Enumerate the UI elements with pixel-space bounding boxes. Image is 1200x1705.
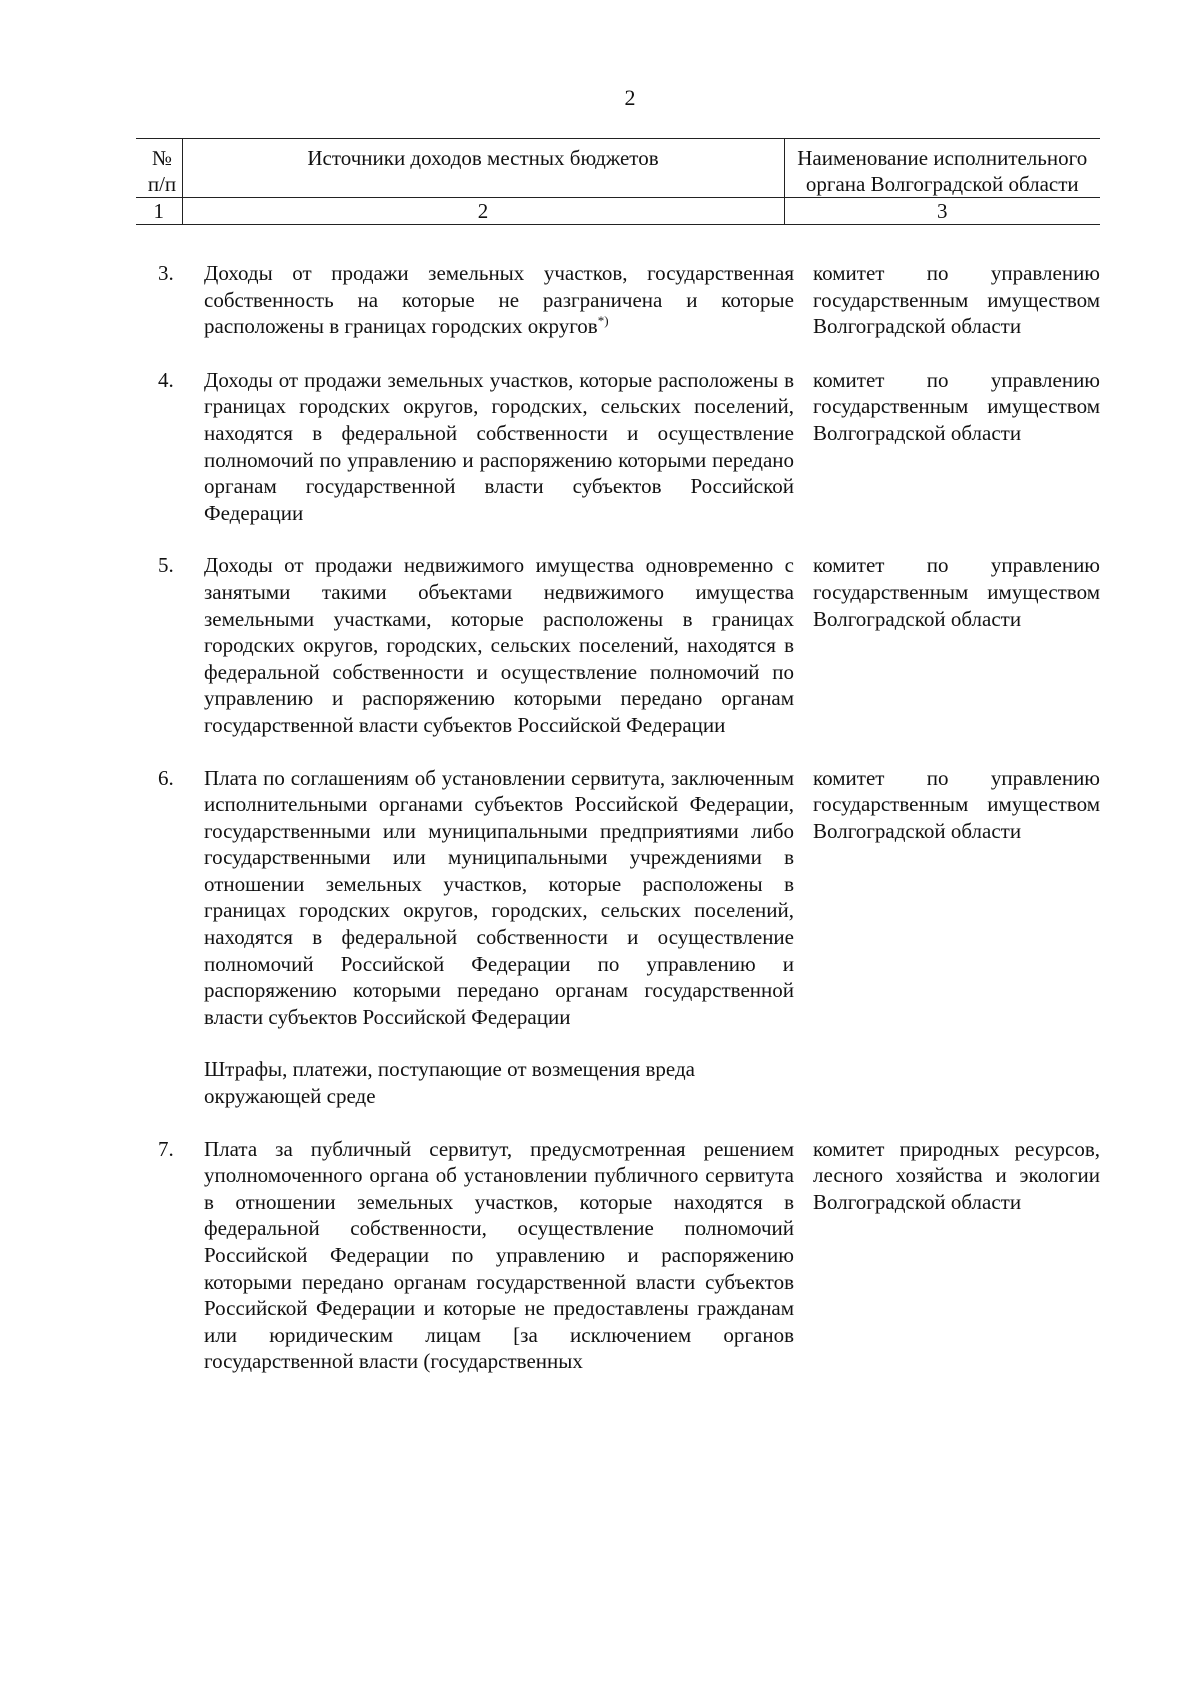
table-row (136, 552, 1100, 738)
column-number-3: 3 (784, 198, 1100, 225)
income-source: Доходы от продажи недвижимого имущества одновременно с занятыми такими объектами недвижимого имущества земельными участками, которые расположены в границах городских округов, городских, сельских поселений, находятся в федеральной собственности и осуществление полномочий по управлению и распоряжению которыми передано органам государственной власти субъектов Российской Федерации (204, 553, 794, 737)
table-body (136, 260, 1100, 1375)
executive-organ: комитет по управлению государственным имуществом Волгоградской области (813, 553, 1100, 631)
executive-organ: комитет по управлению государственным имуществом Волгоградской области (813, 367, 1100, 445)
table-row (136, 765, 1100, 1031)
row-number: 4. (158, 367, 174, 392)
income-source: Плата за публичный сервитут, предусмотренная решением уполномоченного органа об установлении публичного сервитута в отношении земельных участков, которые находятся в федеральной собственности, осуществление полномочий Российской Федерации по управлению и распоряжению которыми передано органам государственной власти субъектов Российской Федерации и которые не предоставлены гражданам или юридическим лицам [за исключением органов государственной власти (государственных (204, 1136, 794, 1374)
table-header (136, 138, 1100, 225)
executive-organ: комитет природных ресурсов, лесного хозяйства и экологии Волгоградской области (813, 1136, 1100, 1214)
executive-organ: комитет по управлению государственным имуществом Волгоградской области (813, 765, 1100, 843)
column-number-2: 2 (182, 198, 784, 225)
income-source: Плата по соглашениям об установлении сервитута, заключенным исполнительными органами субъектов Российской Федерации, государственными или муниципальными предприятиями либо государственными или муниципальными учреждениями в отношении земельных участков, которые расположены в границах городских округов, городских, сельских поселений, находятся в федеральной собственности и осуществление полномочий Российской Федерации по управлению и распоряжению которыми передано органам государственной власти субъектов Российской Федерации (204, 765, 794, 1029)
income-source (204, 260, 794, 340)
table-row (136, 1136, 1100, 1375)
row-number: 5. (158, 553, 174, 578)
header-number-label: № п/п (147, 146, 177, 196)
footnote-mark: *) (597, 313, 609, 329)
row-number: 7. (158, 1136, 174, 1161)
header-sources: Источники доходов местных бюджетов (182, 139, 784, 198)
row-number: 6. (158, 765, 174, 790)
column-number-1: 1 (136, 198, 182, 225)
page-number: 2 (624, 85, 636, 110)
executive-organ: комитет по управлению государственным имуществом Волгоградской области (813, 261, 1100, 339)
income-source-fines: Штрафы, платежи, поступающие от возмещения вреда окружающей среде (204, 1057, 695, 1109)
income-source: Доходы от продажи земельных участков, которые расположены в границах городских округов, городских, сельских поселений, находятся в федеральной собственности и осуществление полномочий по управлению и распоряжению которыми передано органам государственной власти субъектов Российской Федерации (204, 367, 794, 525)
table-row (136, 260, 1100, 340)
row-number: 3. (158, 261, 174, 285)
header-organ: Наименование исполнительного органа Волгоградской области (784, 139, 1100, 198)
table-row (136, 367, 1100, 527)
header-number (136, 139, 182, 198)
income-source-text: Доходы от продажи земельных участков, государственная собственность на которые не разграничена и которые расположены в границах городских округов (204, 261, 794, 339)
